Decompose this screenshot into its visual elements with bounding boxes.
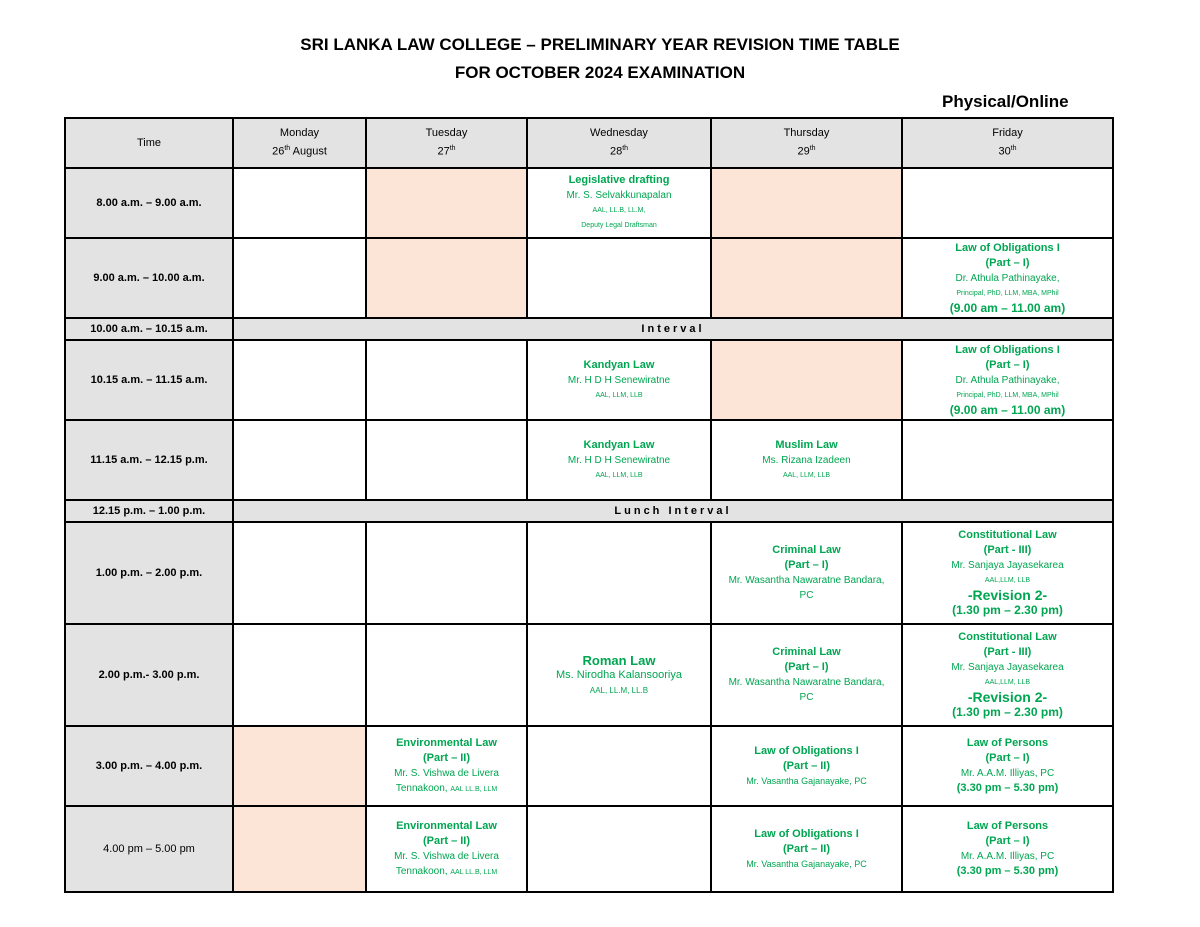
table-row bbox=[65, 340, 1113, 420]
qualifications: AAL LL.B, LLM bbox=[450, 785, 498, 793]
revision-label: -Revision 2- bbox=[967, 689, 1048, 705]
lecturer: Mr. A.A.M. Illiyas, PC bbox=[960, 851, 1055, 862]
subject: Environmental Law bbox=[396, 736, 497, 749]
qualifications: AAL, LL.M, LL.B bbox=[589, 685, 649, 695]
empty-cell bbox=[233, 624, 366, 726]
table-row bbox=[65, 238, 1113, 318]
empty-cell bbox=[366, 624, 527, 726]
subject: Criminal Law bbox=[772, 646, 841, 658]
lecturer: Mr. A.A.M. Illiyas, PC bbox=[960, 768, 1055, 779]
qualifications: Principal, PhD, LLM, MBA, MPhil bbox=[956, 391, 1059, 399]
lecturer: Mr. Sanjaya Jayasekarea bbox=[951, 560, 1064, 571]
table-row bbox=[65, 168, 1113, 238]
subject: Kandyan Law bbox=[583, 438, 655, 451]
empty-cell bbox=[902, 168, 1113, 238]
header-monday: Monday 26th August bbox=[233, 118, 366, 168]
lecture-cell bbox=[366, 726, 527, 806]
part: (Part – II) bbox=[422, 834, 471, 847]
empty-cell bbox=[527, 238, 711, 318]
unavailable-cell bbox=[711, 340, 902, 420]
table-row bbox=[65, 522, 1113, 624]
table-row bbox=[65, 420, 1113, 500]
time-cell: 10.15 a.m. – 11.15 a.m. bbox=[65, 340, 233, 420]
header-time: Time bbox=[65, 118, 233, 168]
empty-cell bbox=[527, 806, 711, 892]
time-cell: 3.00 p.m. – 4.00 p.m. bbox=[65, 726, 233, 806]
lecture-cell bbox=[711, 624, 902, 726]
part: (Part – I) bbox=[985, 835, 1030, 847]
lecturer: Mr. Wasantha Nawaratne Bandara, bbox=[728, 575, 885, 586]
time-cell: 4.00 pm – 5.00 pm bbox=[65, 806, 233, 892]
lecturer: Mr. Sanjaya Jayasekarea bbox=[951, 662, 1064, 673]
lecture-cell bbox=[527, 420, 711, 500]
qualifications: AAL, LLM, LLB bbox=[595, 471, 643, 479]
revision-label: -Revision 2- bbox=[967, 587, 1048, 603]
empty-cell bbox=[233, 522, 366, 624]
time-cell: 11.15 a.m. – 12.15 p.m. bbox=[65, 420, 233, 500]
lecture-cell bbox=[711, 806, 902, 892]
subject: Law of Obligations I bbox=[754, 827, 859, 840]
lecture-cell bbox=[902, 726, 1113, 806]
part: (Part – I) bbox=[985, 752, 1030, 764]
empty-cell bbox=[233, 340, 366, 420]
table-row bbox=[65, 726, 1113, 806]
lecturer-surname: Tennakoon, bbox=[395, 782, 448, 794]
part: (Part – I) bbox=[784, 559, 829, 571]
empty-cell bbox=[233, 420, 366, 500]
qualifications: AAL, LLM, LLB bbox=[595, 391, 643, 399]
empty-cell bbox=[366, 522, 527, 624]
empty-cell bbox=[233, 238, 366, 318]
part: (Part – I) bbox=[985, 256, 1030, 269]
lecture-cell bbox=[902, 522, 1113, 624]
interval-bar: Interval bbox=[233, 318, 1113, 340]
qualifications: AAL,LLM, LLB bbox=[984, 577, 1031, 584]
time-cell: 10.00 a.m. – 10.15 a.m. bbox=[65, 318, 233, 340]
time-cell: 1.00 p.m. – 2.00 p.m. bbox=[65, 522, 233, 624]
qualifications: Principal, PhD, LLM, MBA, MPhil bbox=[956, 289, 1059, 297]
subject: Roman Law bbox=[582, 652, 656, 668]
empty-cell bbox=[366, 340, 527, 420]
lecturer: Mr. S. Selvakkunapalan bbox=[566, 190, 672, 201]
lecturer: Ms. Nirodha Kalansooriya bbox=[556, 668, 682, 681]
part: (Part – II) bbox=[782, 842, 831, 855]
lecture-cell bbox=[711, 420, 902, 500]
subject: Environmental Law bbox=[396, 819, 497, 832]
qualifications: AAL, LLM, LLB bbox=[782, 471, 831, 479]
subject: Kandyan Law bbox=[583, 358, 655, 371]
table-row bbox=[65, 624, 1113, 726]
title-line-2: FOR OCTOBER 2024 EXAMINATION bbox=[454, 63, 746, 82]
table-row bbox=[65, 806, 1113, 892]
lecture-cell bbox=[711, 522, 902, 624]
header-tuesday: Tuesday 27th bbox=[366, 118, 527, 168]
lecture-cell bbox=[527, 340, 711, 420]
unavailable-cell bbox=[711, 168, 902, 238]
lecturer: Mr. H D H Senewiratne bbox=[567, 454, 671, 466]
title-line-1: SRI LANKA LAW COLLEGE – PRELIMINARY YEAR REVISION TIME TABLE bbox=[300, 35, 900, 54]
lecture-cell bbox=[366, 806, 527, 892]
time-cell: 2.00 p.m.- 3.00 p.m. bbox=[65, 624, 233, 726]
part: (Part - III) bbox=[983, 544, 1032, 556]
header-thursday: Thursday 29th bbox=[711, 118, 902, 168]
part: (Part - III) bbox=[983, 646, 1032, 658]
lecturer: Dr. Athula Pathinayake, bbox=[955, 374, 1060, 386]
subject: Law of Persons bbox=[966, 737, 1049, 749]
subject: Muslim Law bbox=[775, 438, 838, 451]
session-time: (9.00 am – 11.00 am) bbox=[949, 300, 1066, 315]
lecture-cell bbox=[902, 238, 1113, 318]
lecturer: Mr. Wasantha Nawaratne Bandara, bbox=[728, 677, 885, 688]
subject: Criminal Law bbox=[772, 544, 841, 556]
unavailable-cell bbox=[366, 168, 527, 238]
lecturer-title: PC bbox=[799, 590, 814, 601]
empty-cell bbox=[902, 420, 1113, 500]
break-row bbox=[65, 318, 1113, 340]
subject: Law of Obligations I bbox=[955, 241, 1060, 254]
lecturer-title: PC bbox=[799, 692, 814, 703]
lecturer: Mr. Vasantha Gajanayake, PC bbox=[746, 858, 867, 869]
subject: Law of Obligations I bbox=[754, 744, 859, 757]
qualifications: AAL, LL.B, LL.M, bbox=[592, 207, 646, 214]
empty-cell bbox=[527, 522, 711, 624]
lecturer: Mr. S. Vishwa de Livera bbox=[394, 850, 499, 862]
lecturer: Mr. S. Vishwa de Livera bbox=[394, 767, 499, 779]
part: (Part – I) bbox=[784, 661, 829, 673]
empty-cell bbox=[527, 726, 711, 806]
session-time: (3.30 pm – 5.30 pm) bbox=[956, 782, 1059, 794]
part: (Part – II) bbox=[422, 751, 471, 764]
lunch-interval-bar: Lunch Interval bbox=[233, 500, 1113, 522]
lecturer-surname: Tennakoon, bbox=[395, 865, 448, 877]
lecture-cell bbox=[902, 624, 1113, 726]
lecture-cell bbox=[527, 624, 711, 726]
time-cell: 12.15 p.m. – 1.00 p.m. bbox=[65, 500, 233, 522]
subject: Legislative drafting bbox=[568, 174, 670, 186]
session-time: (1.30 pm – 2.30 pm) bbox=[952, 603, 1063, 617]
session-time: (3.30 pm – 5.30 pm) bbox=[956, 865, 1059, 877]
unavailable-cell bbox=[711, 238, 902, 318]
header-wednesday: Wednesday 28th bbox=[527, 118, 711, 168]
lecturer: Mr. Vasantha Gajanayake, PC bbox=[746, 775, 867, 786]
subject: Law of Obligations I bbox=[955, 343, 1060, 356]
qualifications: AAL,LLM, LLB bbox=[984, 679, 1031, 686]
lecture-cell bbox=[902, 806, 1113, 892]
lecturer: Ms. Rizana Izadeen bbox=[762, 454, 851, 466]
session-time: (9.00 am – 11.00 am) bbox=[949, 402, 1066, 417]
empty-cell bbox=[366, 420, 527, 500]
part: (Part – II) bbox=[782, 759, 831, 772]
time-cell: 8.00 a.m. – 9.00 a.m. bbox=[65, 168, 233, 238]
subject: Law of Persons bbox=[966, 820, 1049, 832]
session-time: (1.30 pm – 2.30 pm) bbox=[952, 705, 1063, 719]
header-friday: Friday 30th bbox=[902, 118, 1113, 168]
unavailable-cell bbox=[233, 726, 366, 806]
lecture-cell bbox=[902, 340, 1113, 420]
header-row bbox=[65, 118, 1113, 168]
subject: Constitutional Law bbox=[958, 529, 1057, 541]
qualifications: AAL LL.B, LLM bbox=[450, 868, 498, 876]
timetable bbox=[64, 117, 1114, 893]
lecture-cell bbox=[711, 726, 902, 806]
part: (Part – I) bbox=[985, 358, 1030, 371]
unavailable-cell bbox=[366, 238, 527, 318]
empty-cell bbox=[233, 168, 366, 238]
subject: Constitutional Law bbox=[958, 631, 1057, 643]
time-cell: 9.00 a.m. – 10.00 a.m. bbox=[65, 238, 233, 318]
break-row bbox=[65, 500, 1113, 522]
lecturer: Mr. H D H Senewiratne bbox=[567, 374, 671, 386]
designation: Deputy Legal Draftsman bbox=[581, 222, 657, 229]
lecture-cell bbox=[527, 168, 711, 238]
lecturer: Dr. Athula Pathinayake, bbox=[955, 272, 1060, 284]
unavailable-cell bbox=[233, 806, 366, 892]
delivery-mode: Physical/Online bbox=[942, 92, 1069, 111]
